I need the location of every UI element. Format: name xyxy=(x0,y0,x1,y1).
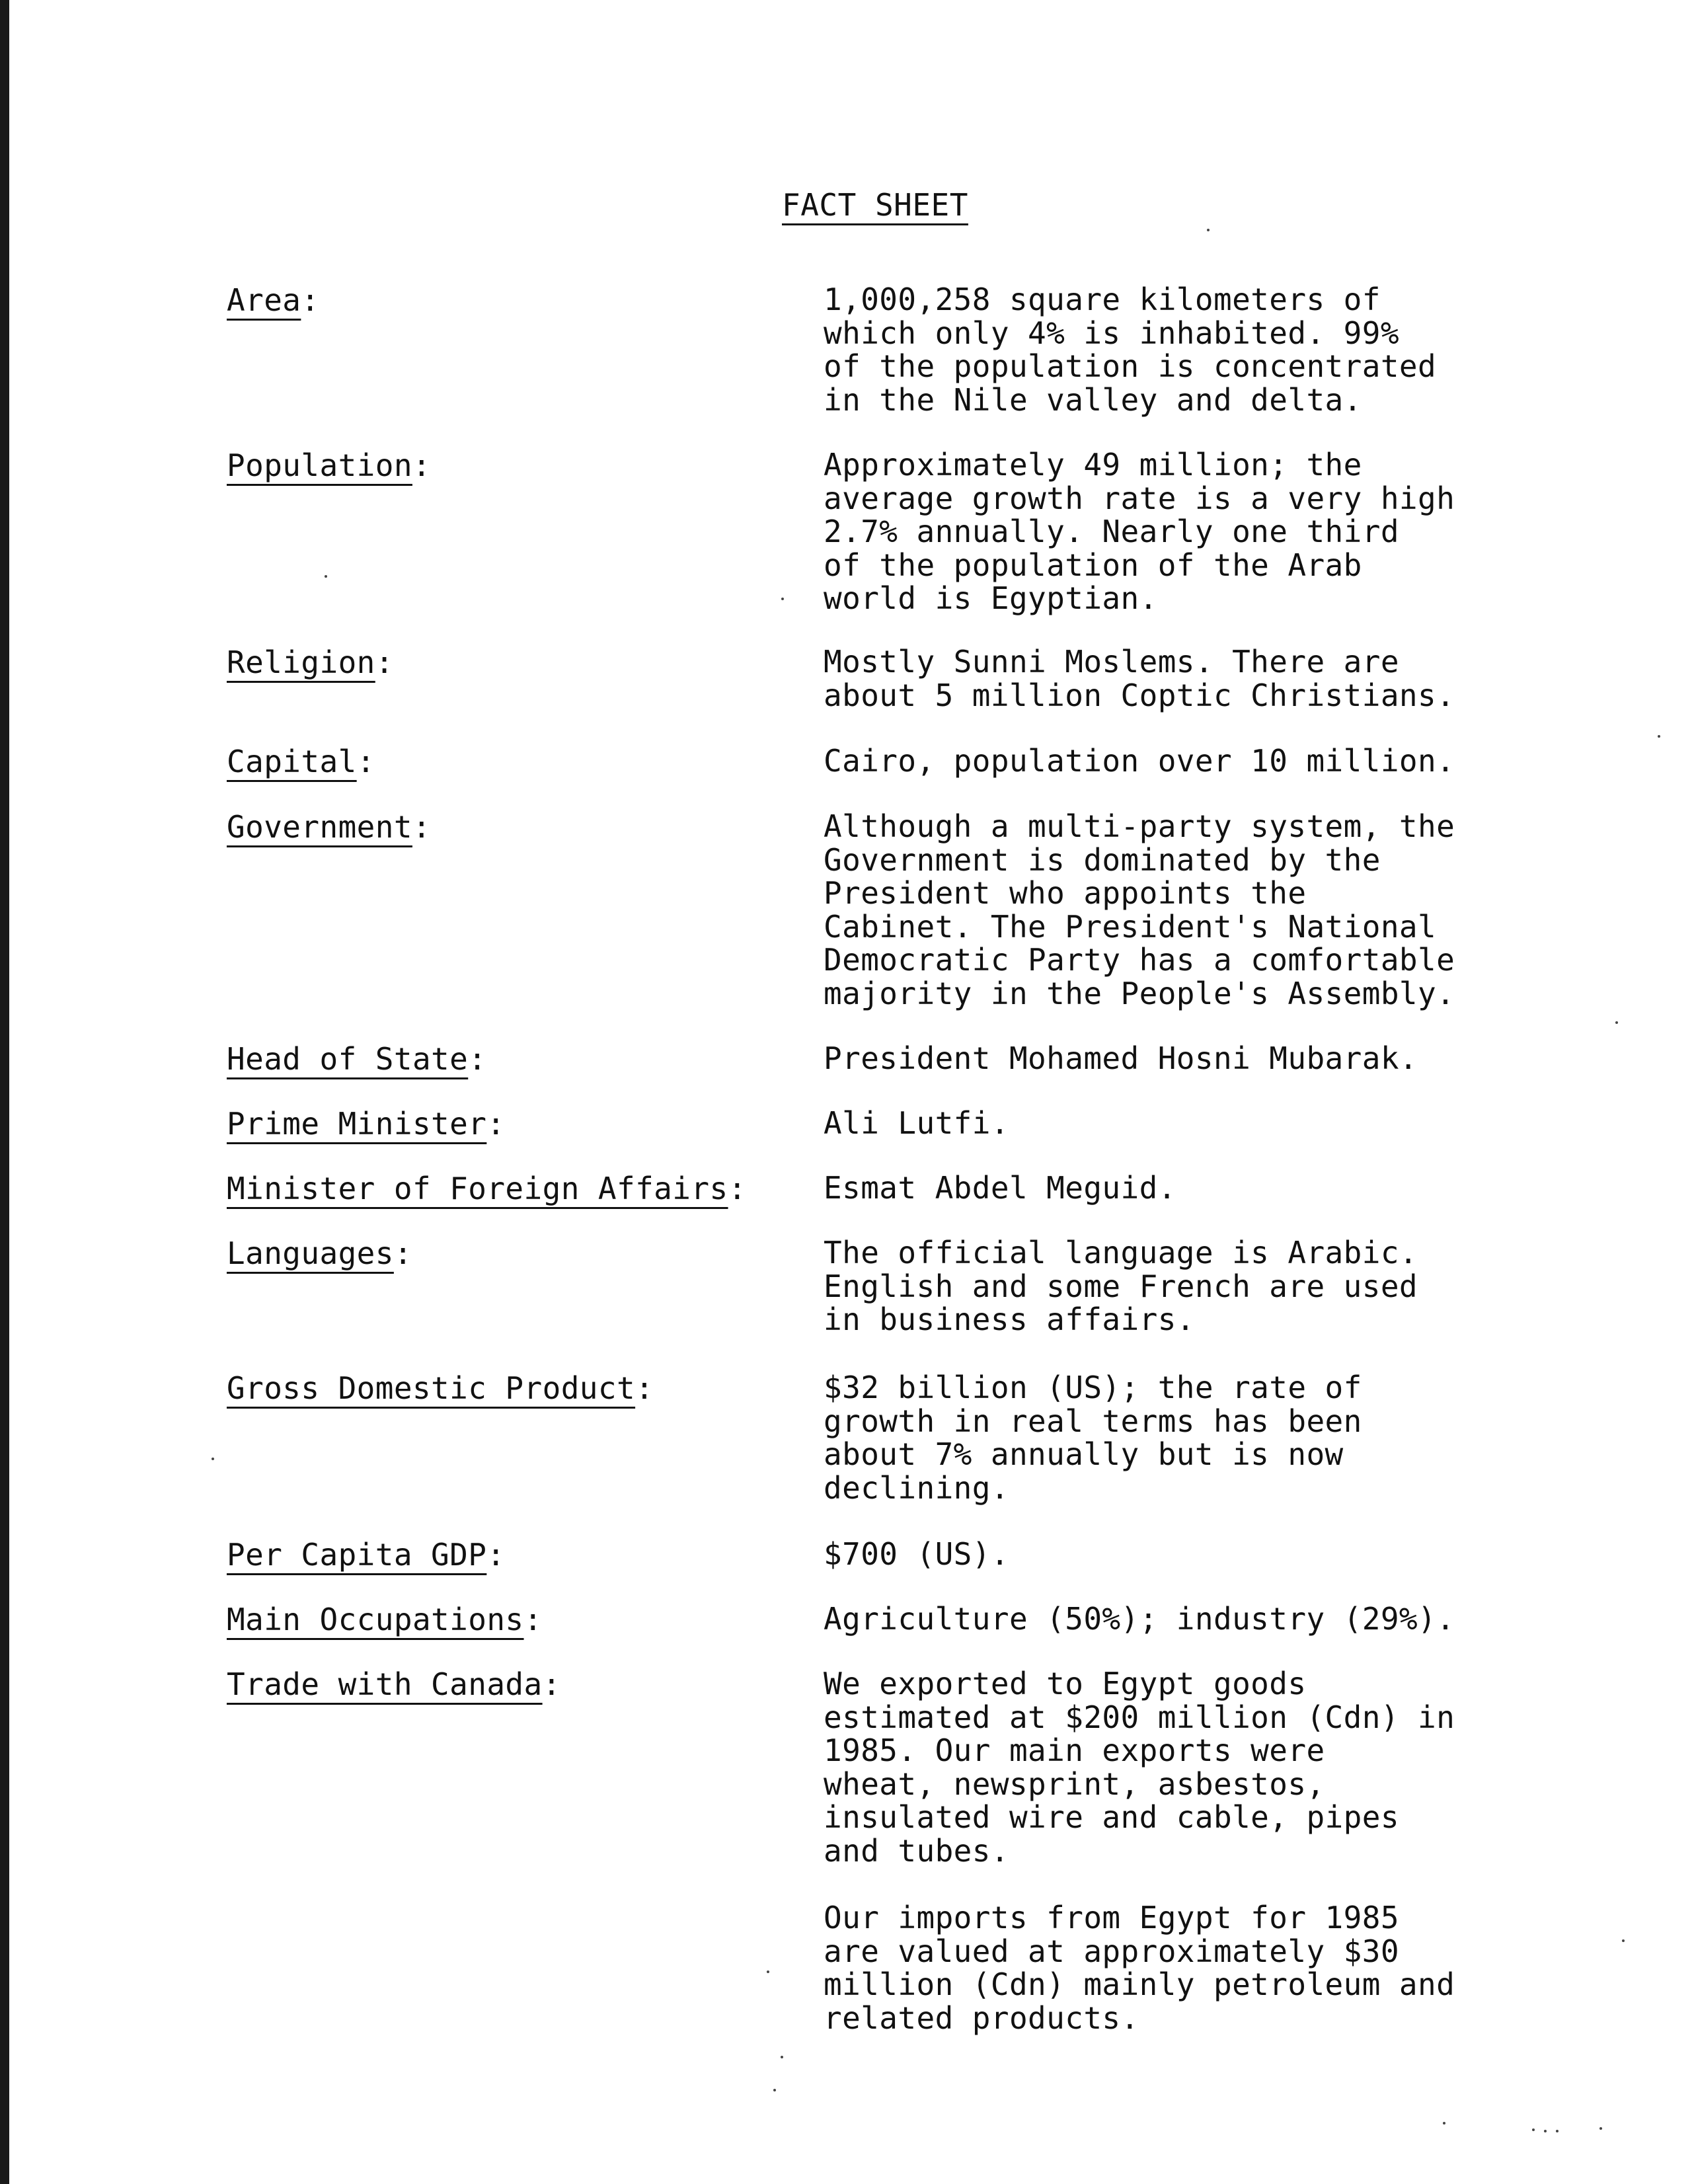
scan-speck xyxy=(1615,1021,1618,1024)
label-main-occupations-text: Main Occupations xyxy=(227,1602,524,1637)
label-foreign-affairs-minister-text: Minister of Foreign Affairs xyxy=(227,1171,728,1206)
label-foreign-affairs-minister: Minister of Foreign Affairs: xyxy=(227,1171,747,1206)
scan-speck xyxy=(1532,2128,1535,2131)
label-population: Population: xyxy=(227,448,432,483)
label-languages: Languages: xyxy=(227,1235,412,1271)
value-population: Approximately 49 million; the average growth rate is a very high 2.7% annually. Nearly one third of the population of the Arab world is Egyptian. xyxy=(824,447,1455,616)
value-religion: Mostly Sunni Moslems. There are about 5 million Coptic Christians. xyxy=(824,644,1455,713)
label-capital-text: Capital xyxy=(227,744,357,779)
value-languages: The official language is Arabic. English and some French are used in business affairs. xyxy=(824,1235,1418,1337)
label-government: Government: xyxy=(227,809,432,845)
label-religion: Religion: xyxy=(227,644,394,680)
scan-left-edge xyxy=(0,0,9,2184)
label-head-of-state-text: Head of State xyxy=(227,1041,469,1077)
label-gdp-text: Gross Domestic Product xyxy=(227,1370,636,1406)
value-gdp: $32 billion (US); the rate of growth in real terms has been about 7% annually but is now declining. xyxy=(824,1370,1362,1506)
label-government-text: Government xyxy=(227,809,412,845)
value-prime-minister: Ali Lutfi. xyxy=(824,1105,1009,1141)
scan-speck xyxy=(1544,2130,1547,2132)
scan-speck xyxy=(767,1970,769,1973)
scan-speck xyxy=(1207,229,1210,231)
label-head-of-state: Head of State: xyxy=(227,1041,487,1077)
value-head-of-state: President Mohamed Hosni Mubarak. xyxy=(824,1040,1418,1076)
label-prime-minister-text: Prime Minister xyxy=(227,1106,487,1142)
value-per-capita-gdp: $700 (US). xyxy=(824,1536,1009,1572)
label-per-capita-gdp-text: Per Capita GDP xyxy=(227,1537,487,1573)
label-gdp: Gross Domestic Product: xyxy=(227,1370,654,1406)
scan-speck xyxy=(1658,735,1660,738)
label-prime-minister: Prime Minister: xyxy=(227,1106,506,1142)
scan-speck xyxy=(325,575,327,578)
value-trade-exports: We exported to Egypt goods estimated at $200 million (Cdn) in 1985. Our main exports were wheat, newsprint, asbestos, insulated wire and cable, pipes and tubes. xyxy=(824,1666,1455,1869)
label-religion-text: Religion xyxy=(227,644,375,680)
label-languages-text: Languages xyxy=(227,1235,394,1271)
scan-speck xyxy=(1443,2122,1445,2125)
value-capital: Cairo, population over 10 million. xyxy=(824,743,1455,779)
fact-sheet-title: FACT SHEET xyxy=(782,187,968,223)
scan-speck xyxy=(781,2056,783,2058)
scan-speck xyxy=(212,1458,214,1460)
label-trade-with-canada-text: Trade with Canada xyxy=(227,1666,543,1702)
label-area: Area: xyxy=(227,282,320,318)
label-per-capita-gdp: Per Capita GDP: xyxy=(227,1537,506,1573)
label-main-occupations: Main Occupations: xyxy=(227,1602,543,1637)
value-trade-imports: Our imports from Egypt for 1985 are valued at approximately $30 million (Cdn) mainly petroleum and related products. xyxy=(824,1900,1455,2036)
label-trade-with-canada: Trade with Canada: xyxy=(227,1666,561,1702)
value-main-occupations: Agriculture (50%); industry (29%). xyxy=(824,1601,1455,1637)
value-government: Although a multi-party system, the Government is dominated by the President who appoints the Cabinet. The President's National Democratic Party has a comfortable majority in the People's Assembly. xyxy=(824,808,1455,1011)
scan-speck xyxy=(1599,2127,1602,2130)
value-foreign-affairs-minister: Esmat Abdel Meguid. xyxy=(824,1170,1176,1206)
scan-speck xyxy=(1622,1939,1625,1942)
value-area: 1,000,258 square kilometers of which only 4% is inhabited. 99% of the population is concentrated in the Nile valley and delta. xyxy=(824,282,1437,418)
scan-speck xyxy=(781,598,784,600)
label-capital: Capital: xyxy=(227,744,375,779)
label-population-text: Population xyxy=(227,448,412,483)
scan-speck xyxy=(773,2089,776,2091)
scan-speck xyxy=(1556,2130,1559,2132)
label-area-text: Area xyxy=(227,282,301,318)
